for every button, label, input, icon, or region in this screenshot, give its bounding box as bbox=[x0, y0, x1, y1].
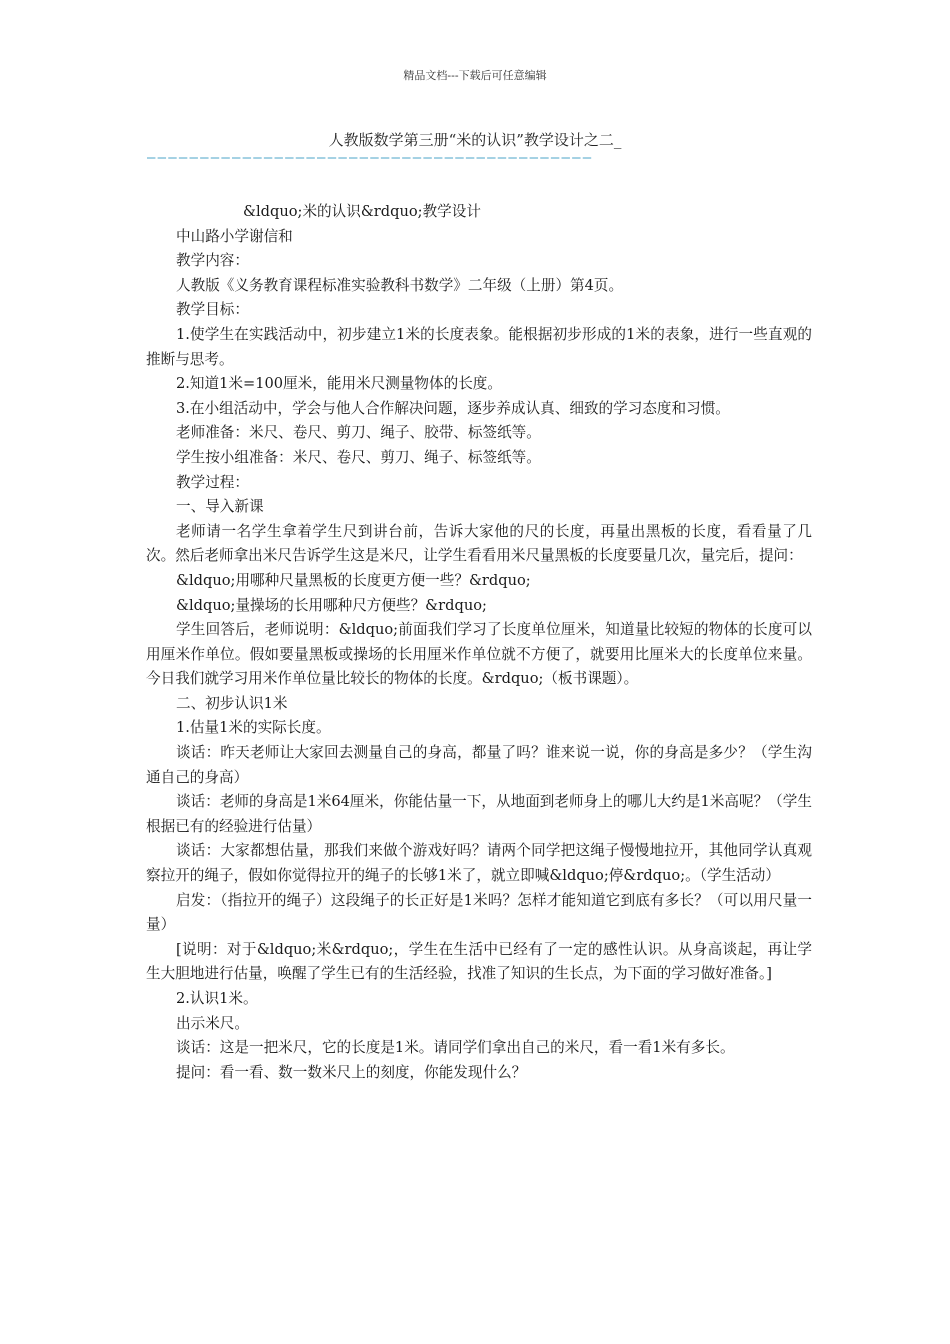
paragraph: 1.估量1米的实际长度。 bbox=[176, 719, 331, 737]
paragraph: 教学内容： bbox=[176, 252, 249, 270]
document-title: 人教版数学第三册“米的认识”教学设计之二_ bbox=[328, 131, 622, 149]
paragraph: &ldquo;量操场的长用哪种尺方便些？&rdquo; bbox=[176, 596, 487, 614]
paragraph: 提问：看一看、数一数米尺上的刻度，你能发现什么？ bbox=[176, 1063, 527, 1081]
paragraph: 2.认识1米。 bbox=[176, 990, 258, 1007]
paragraph: 老师准备：米尺、卷尺、剪刀、绳子、胶带、标签纸等。 bbox=[176, 424, 541, 442]
paragraph: 谈话：老师的身高是1米64厘米，你能估量一下，从地面到老师身上的哪儿大约是1米高呢？（学生根据已有的经验进行估量） bbox=[146, 793, 812, 835]
paragraph: 一、导入新课 bbox=[176, 498, 264, 516]
paragraph: 老师请一名学生拿着学生尺到讲台前，告诉大家他的尺的长度，再量出黑板的长度，看看量了几次。然后老师拿出米尺告诉学生这是米尺，让学生看看用米尺量黑板的长度要量几次，量完后，提问： bbox=[146, 522, 812, 565]
paragraph: 谈话：这是一把米尺，它的长度是1米。请同学们拿出自己的米尺，看一看1米有多长。 bbox=[176, 1039, 735, 1057]
paragraph: 人教版《义务教育课程标准实验教科书数学》二年级（上册）第4页。 bbox=[176, 276, 624, 294]
paragraph: 教学过程： bbox=[176, 473, 249, 491]
paragraph: 1.使学生在实践活动中，初步建立1米的长度表象。能根据初步形成的1米的表象，进行一些直观的推断与思考。 bbox=[146, 325, 812, 368]
document-body bbox=[146, 200, 812, 1085]
section-heading: &ldquo;米的认识&rdquo;教学设计 bbox=[243, 203, 481, 220]
paragraph: 启发：（指拉开的绳子）这段绳子的长正好是1米吗？怎样才能知道它到底有多长？（可以用尺量一量） bbox=[146, 891, 812, 934]
paragraph: 学生按小组准备：米尺、卷尺、剪刀、绳子、标签纸等。 bbox=[176, 448, 541, 466]
title-divider: —————————————————————————————————————————— bbox=[147, 150, 594, 166]
paragraph: 谈话：昨天老师让大家回去测量自己的身高，都量了吗？谁来说一说，你的身高是多少？（学生沟通自己的身高） bbox=[146, 744, 812, 786]
paragraph: 学生回答后，老师说明：&ldquo;前面我们学习了长度单位厘米，知道量比较短的物体的长度可以用厘米作单位。假如要量黑板或操场的长用厘米作单位就不方便了，就要用比厘米大的长度单位来量。今日我们就学习用米作单位量比较长的物体的长度。&rdquo;（板书课题）。 bbox=[146, 621, 812, 688]
paragraph: 2.知道1米=100厘米，能用米尺测量物体的长度。 bbox=[176, 375, 502, 393]
paragraph: 教学目标： bbox=[176, 301, 249, 319]
paragraph: &ldquo;用哪种尺量黑板的长度更方便一些？&rdquo; bbox=[176, 571, 531, 589]
paragraph: 谈话：大家都想估量，那我们来做个游戏好吗？请两个同学把这绳子慢慢地拉开，其他同学认真观察拉开的绳子，假如你觉得拉开的绳子的长够1米了，就立即喊&ldquo;停&rdquo;。（学生活动） bbox=[146, 842, 812, 885]
paragraph: [说明：对于&ldquo;米&rdquo;，学生在生活中已经有了一定的感性认识。从身高谈起，再让学生大胆地进行估量，唤醒了学生已有的生活经验，找准了知识的生长点，为下面的学习做好准备。] bbox=[146, 940, 812, 983]
paragraph: 二、初步认识1米 bbox=[176, 694, 288, 712]
author-line: 中山路小学谢信和 bbox=[176, 227, 293, 245]
header-note: 精品文档---下载后可任意编辑 bbox=[403, 69, 547, 82]
paragraph: 出示米尺。 bbox=[176, 1014, 249, 1032]
paragraph: 3.在小组活动中，学会与他人合作解决问题，逐步养成认真、细致的学习态度和习惯。 bbox=[176, 399, 730, 417]
